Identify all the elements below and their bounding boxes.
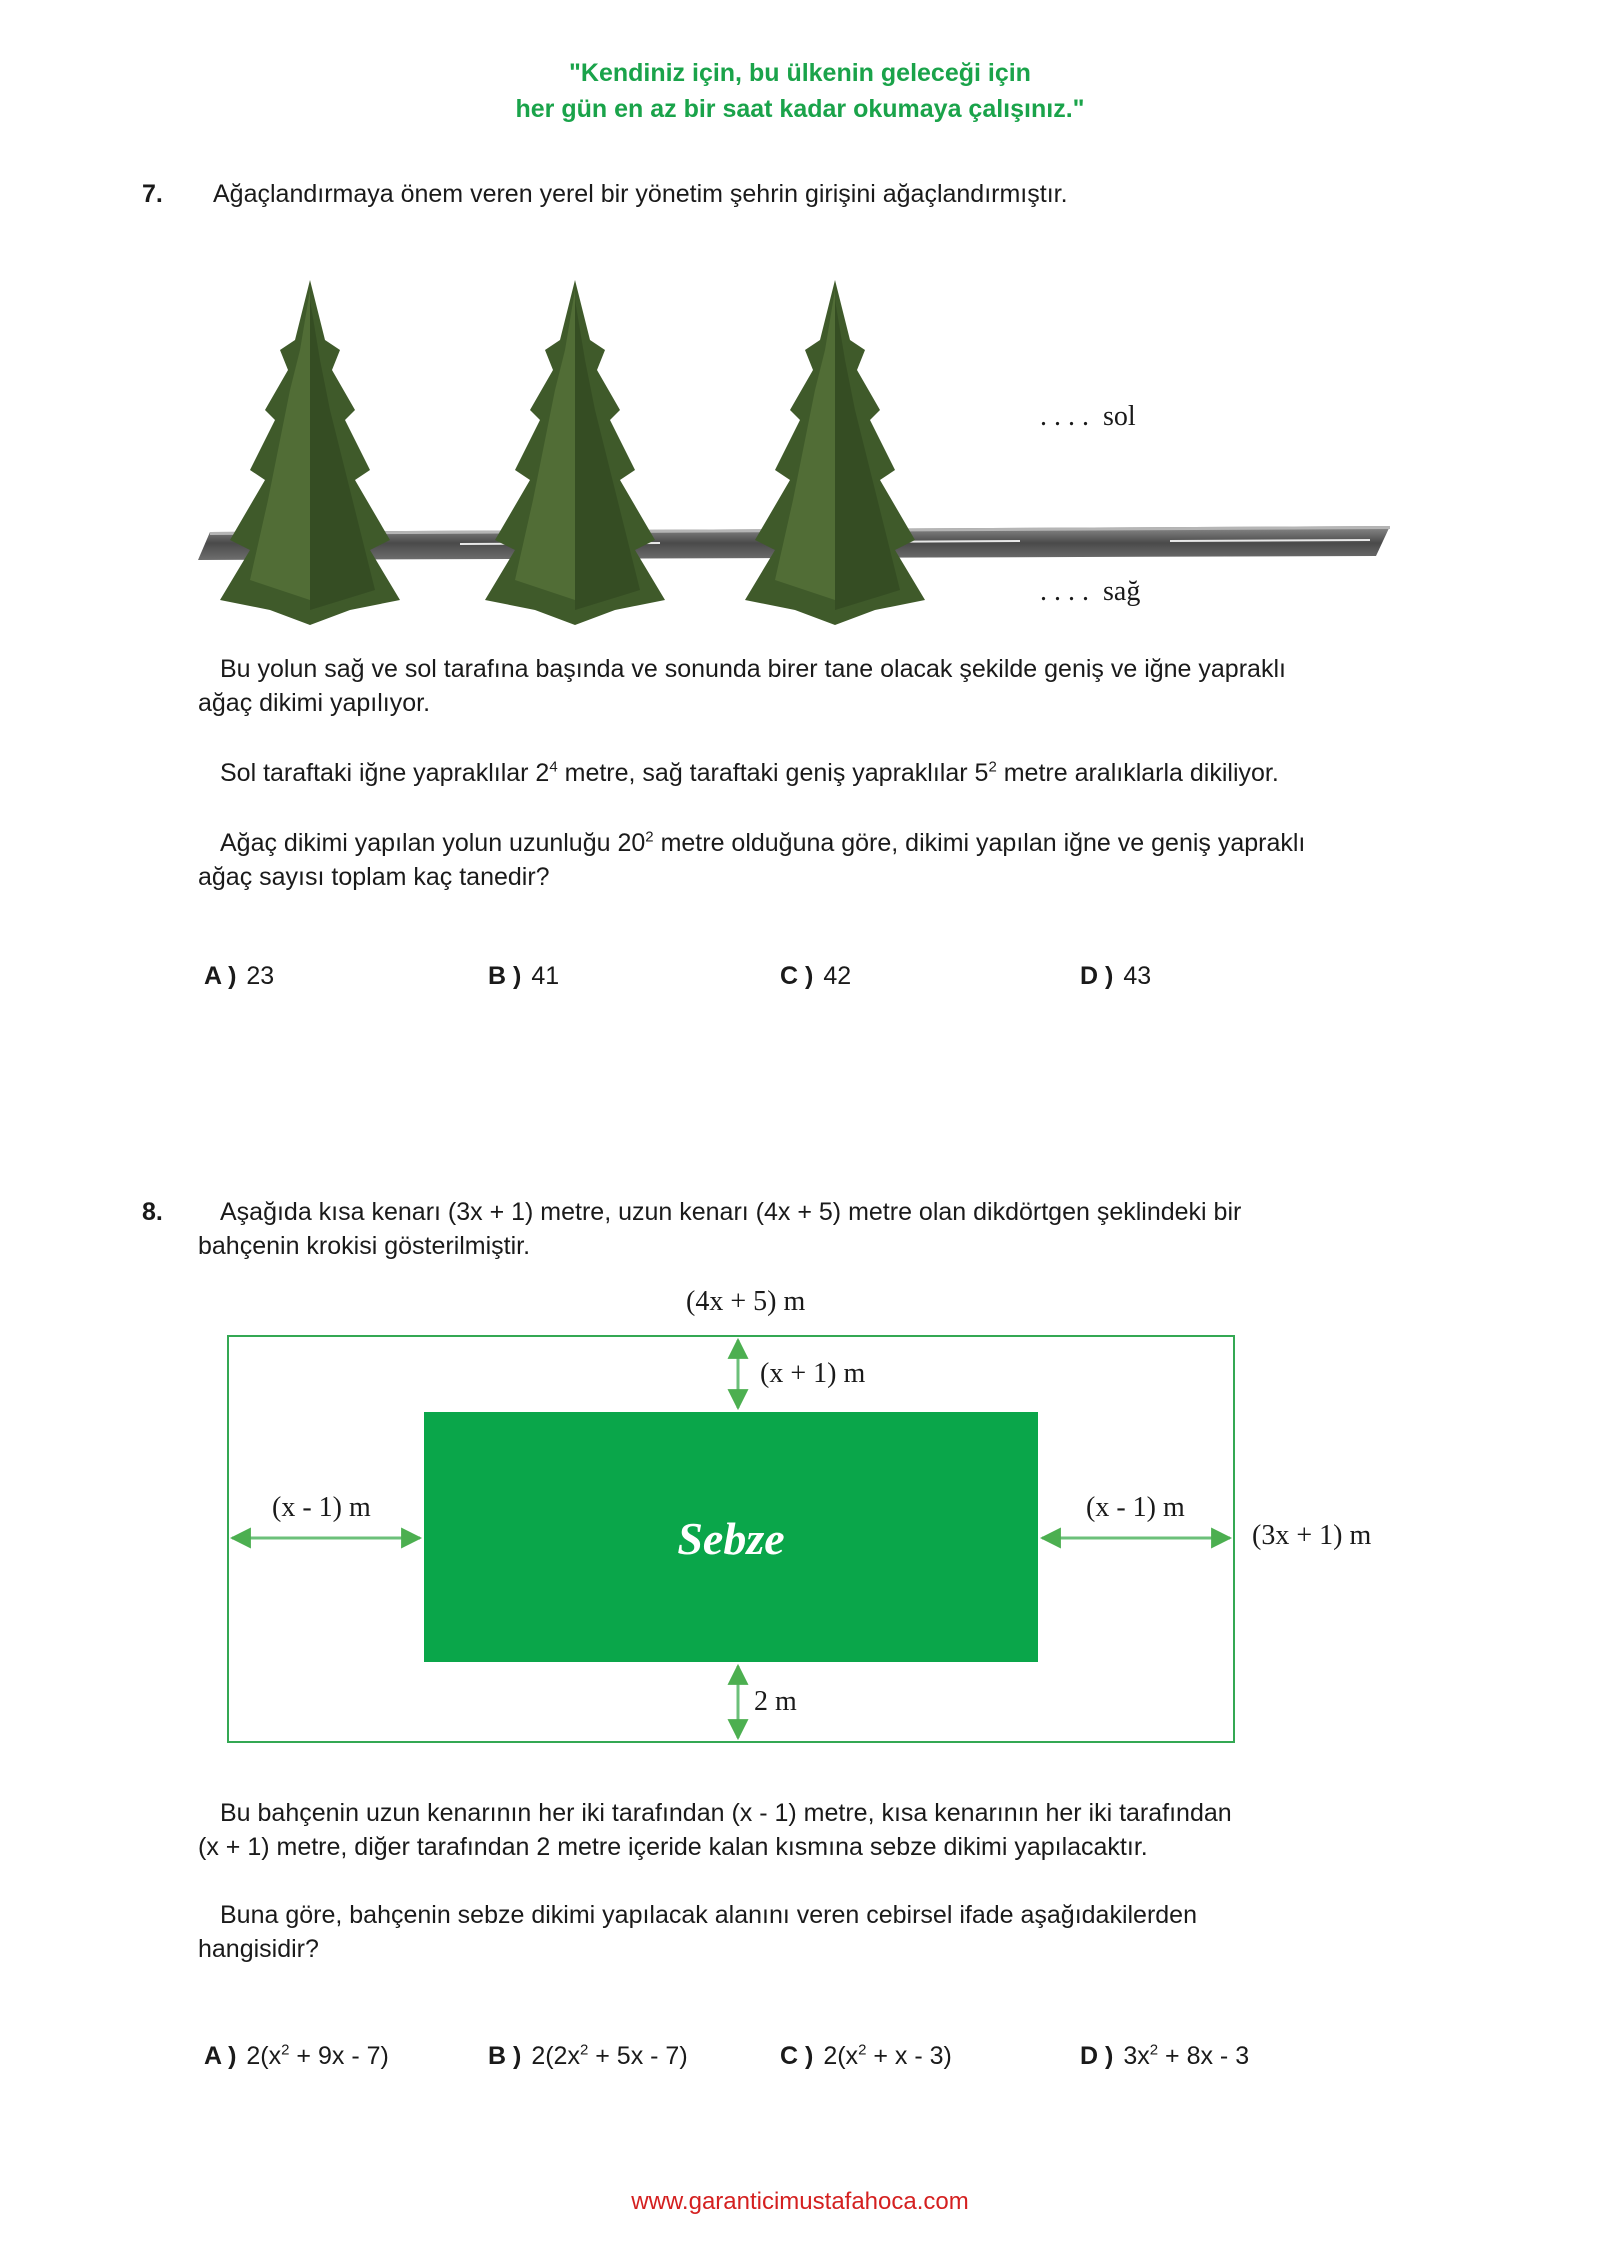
road-right-side-label: . . . . sağ [1040,576,1141,607]
vegetable-plot-label: Sebze [677,1513,785,1564]
q8-option-d[interactable]: D ) $3x^2 + 8x - 3$ [1080,2041,1250,2070]
road-left-side-label: . . . . sol [1040,401,1136,432]
q7-paragraph-1-line-2: ağaç dikimi yapılıyor. [198,689,431,717]
footer-website-link[interactable]: www.garanticimustafahoca.com [631,2188,969,2215]
q8-option-a[interactable]: A ) $2(x^2 + 9x - 7)$ [204,2041,389,2070]
motto-line-1: "Kendiniz için, bu ülkenin geleceği için [569,59,1031,87]
question-7-intro: Ağaçlandırmaya önem veren yerel bir yönetim şehrin girişini ağaçlandırmıştır. [213,180,1068,208]
q8-intro-line-1: Aşağıda kısa kenarı (3x + 1) metre, uzun kenarı (4x + 5) metre olan dikdörtgen şeklindeki bir [220,1198,1242,1226]
question-8-number: 8. [142,1198,163,1226]
q7-option-a[interactable]: A ) 23 [204,962,275,990]
pine-tree-icon [745,280,925,625]
q8-paragraph-2-line-2: hangisidir? [198,1935,319,1963]
bottom-gap-dimension: 2 m [754,1686,797,1717]
q7-option-d[interactable]: D ) 43 [1080,962,1152,990]
motto-line-2: her gün en az bir saat kadar okumaya çalışınız." [515,95,1085,123]
q7-option-b[interactable]: B ) 41 [488,962,560,990]
q8-paragraph-2-line-1: Buna göre, bahçenin sebze dikimi yapılacak alanını veren cebirsel ifade aşağıdakilerden [220,1901,1197,1929]
q7-paragraph-3-line-1: Ağaç dikimi yapılan yolun uzunluğu $20^2$ metre olduğuna göre, dikimi yapılan iğne ve geniş yapraklı [220,828,1306,857]
pine-tree-icon [220,280,400,625]
q7-paragraph-1-line-1: Bu yolun sağ ve sol tarafına başında ve sonunda birer tane olacak şekilde geniş ve iğne yapraklı [220,655,1286,683]
question-7-number: 7. [142,180,163,208]
long-side-dimension: (4x + 5) m [686,1286,806,1317]
q8-paragraph-1-line-2: (x + 1) metre, diğer tarafından 2 metre içeride kalan kısmına sebze dikimi yapılacaktır. [198,1833,1148,1861]
pine-tree-icon [485,280,665,625]
tree-road-illustration [190,270,1410,640]
top-gap-dimension: (x + 1) m [760,1358,866,1389]
q8-paragraph-1-line-1: Bu bahçenin uzun kenarının her iki tarafından (x - 1) metre, kısa kenarının her iki tarafından [220,1799,1232,1827]
q8-intro-line-2: bahçenin krokisi gösterilmiştir. [198,1232,531,1260]
left-gap-dimension: (x - 1) m [272,1492,371,1523]
short-side-dimension: (3x + 1) m [1252,1520,1372,1551]
q7-paragraph-3-line-2: ağaç sayısı toplam kaç tanedir? [198,863,550,891]
q7-paragraph-2: Sol taraftaki iğne yapraklılar $2^4$ metre, sağ taraftaki geniş yapraklılar $5^2$ metre aralıklarla dikiliyor. [220,758,1279,787]
q8-option-b[interactable]: B ) $2(2x^2 + 5x - 7)$ [488,2041,688,2070]
right-gap-dimension: (x - 1) m [1086,1492,1185,1523]
q8-option-c[interactable]: C ) $2(x^2 + x - 3)$ [780,2041,952,2070]
q7-option-c[interactable]: C ) 42 [780,962,852,990]
